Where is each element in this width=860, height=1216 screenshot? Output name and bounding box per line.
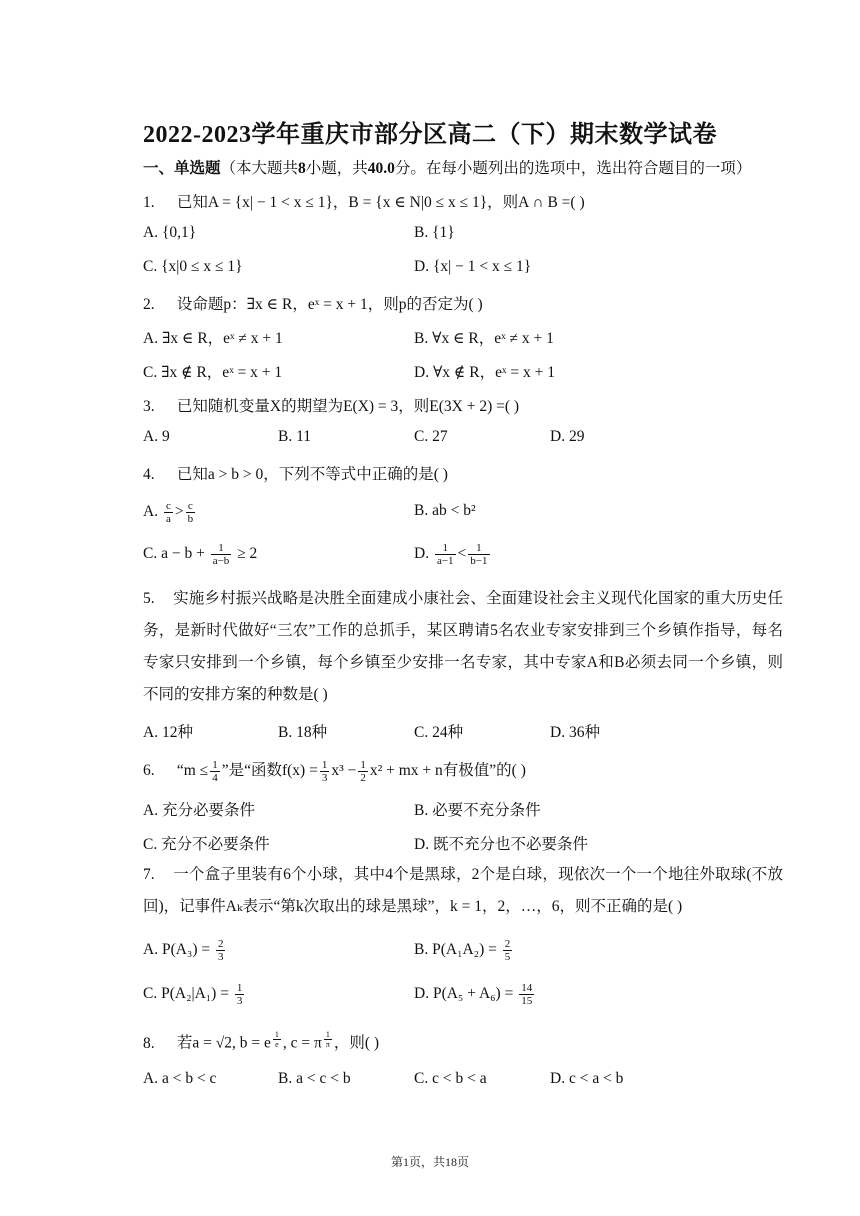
section-header [143, 156, 751, 178]
question-7 [143, 859, 783, 923]
option-label: C. P(A₂|A₁) = [143, 985, 229, 1003]
option-a: A. {0,1} [143, 224, 197, 241]
option-label: A. [143, 503, 159, 521]
option-d: D. 36种 [550, 724, 600, 741]
question-6 [143, 758, 526, 784]
denominator: b [187, 513, 194, 525]
option-label: A. P(A₃) = [143, 941, 211, 959]
fraction [358, 759, 368, 784]
page-footer: 第1页，共18页 [390, 1155, 469, 1169]
denominator: a [165, 513, 171, 525]
fraction [164, 500, 173, 525]
fraction [435, 542, 456, 567]
page-title: 2022-2023学年重庆市部分区高二（下）期末数学试卷 [143, 122, 717, 148]
question-number: 3. [143, 398, 155, 415]
question-stem: 设命题p：∃x ∈ R，eˣ = x + 1，则p的否定为( ) [176, 296, 483, 313]
numerator: 14 [521, 982, 533, 994]
section-score: 40.0 [367, 160, 395, 177]
numerator: 1 [360, 758, 366, 771]
option-a: A. $\frac{c}{a}$ > $\frac{c}{b}$ [143, 500, 194, 525]
question-stem: 一个盒子里装有6个小球，其中4个是黑球，2个是白球，现依次一个一个地往外取球(不放回)，记事件Aₖ表示“第k次取出的球是黑球”，k = 1，2，…，6，则不正确的是( ) [143, 866, 783, 915]
question-8 [143, 1030, 379, 1053]
section-note-suffix: 分。在每小题列出的选项中，选出符合题目的一项） [394, 160, 752, 177]
question-stem-d: x² + mx + n有极值”的( ) [369, 762, 526, 779]
question-stem-c: x³ − [331, 762, 357, 779]
question-stem-a: “m ≤ [176, 762, 209, 779]
denominator: 4 [212, 771, 218, 784]
option-d: D. $\frac{1}{a-1}$ < $\frac{1}{b-1}$ [414, 542, 488, 567]
option-a: A. a < b < c [143, 1070, 217, 1087]
numerator: 1 [212, 758, 218, 771]
denominator: b−1 [470, 555, 488, 567]
question-5 [143, 583, 783, 711]
fraction [324, 1030, 332, 1049]
option-b: B. ab < b² [414, 502, 476, 519]
question-1 [143, 190, 585, 212]
numerator: c [186, 500, 196, 513]
option-d: D. 既不充分也不必要条件 [414, 836, 588, 853]
option-label: D. [414, 545, 430, 563]
denominator: 15 [521, 995, 533, 1007]
option-d: D. {x| − 1 < x ≤ 1} [414, 258, 532, 275]
question-4 [143, 462, 448, 484]
numerator: 1 [468, 542, 489, 555]
option-label: B. P(A₁A₂) = [414, 941, 497, 959]
fraction [235, 982, 245, 1007]
fraction [468, 542, 489, 567]
question-stem-b: ”是“函数f(x) = [221, 762, 318, 779]
option-label: D. P(A₅ + A₆) = [414, 985, 514, 1003]
numerator: 2 [217, 938, 224, 950]
section-label: 一、单选题 [143, 160, 221, 177]
question-number: 6. [143, 762, 155, 779]
numerator: 1 [435, 542, 456, 555]
denominator: 3 [321, 771, 328, 784]
question-number: 2. [143, 296, 155, 313]
fraction [503, 938, 513, 963]
numerator: 1 [274, 1030, 279, 1039]
question-stem-b: , c = π [282, 1034, 322, 1052]
option-c: C. {x|0 ≤ x ≤ 1} [143, 258, 243, 275]
denominator: a−b [212, 555, 230, 567]
question-2 [143, 292, 483, 314]
option-b: B. 必要不充分条件 [414, 802, 541, 819]
denominator: e [275, 1040, 279, 1049]
option-a [143, 938, 227, 963]
option-a: A. 12种 [143, 724, 193, 741]
option-c [143, 982, 246, 1007]
section-note-mid: 小题，共 [305, 160, 368, 177]
numerator: 1 [211, 542, 232, 555]
denominator: 3 [217, 951, 224, 963]
question-stem: 已知a > b > 0，下列不等式中正确的是( ) [176, 466, 448, 483]
denominator: π [325, 1040, 330, 1049]
denominator: a−1 [436, 555, 454, 567]
option-a: A. 9 [143, 428, 170, 445]
option-d: D. ∀x ∉ R，eˣ = x + 1 [414, 364, 555, 381]
denominator: 2 [360, 771, 366, 784]
numerator: 1 [236, 982, 243, 994]
option-b: B. ∀x ∈ R，eˣ ≠ x + 1 [414, 330, 554, 347]
question-stem: 实施乡村振兴战略是决胜全面建成小康社会、全面建设社会主义现代化国家的重大历史任务，是新时代做好“三农”工作的总抓手，某区聘请5名农业专家安排到三个乡镇作指导，每名专家只安排到一个乡镇，每个乡镇至少安排一名专家，其中专家A和B必须去同一个乡镇，则不同的安排方案的种数是( ) [143, 590, 783, 703]
fraction [211, 542, 232, 567]
fraction [216, 938, 226, 963]
question-stem: 已知A = {x| − 1 < x ≤ 1}，B = {x ∈ N|0 ≤ x ≤ 1}，则A ∩ B =( ) [176, 194, 585, 211]
question-number: 8. [143, 1034, 155, 1052]
question-stem-c: ，则( ) [333, 1034, 380, 1052]
question-number: 1. [143, 194, 155, 211]
option-label: C. a − b + [143, 545, 205, 563]
option-b: B. 11 [278, 428, 312, 445]
fraction [320, 759, 330, 784]
question-3 [143, 394, 519, 416]
denominator: 5 [504, 951, 511, 963]
option-b: B. 18种 [278, 724, 328, 741]
question-number: 5. [143, 590, 155, 607]
option-d: D. 29 [550, 428, 585, 445]
option-a: A. ∃x ∈ R，eˣ ≠ x + 1 [143, 330, 283, 347]
option-c: C. ∃x ∉ R，eˣ = x + 1 [143, 364, 283, 381]
option-tail: ≥ 2 [233, 545, 258, 563]
fraction [210, 759, 220, 784]
option-c: C. 27 [414, 428, 448, 445]
option-c: C. c < b < a [414, 1070, 487, 1087]
numerator: c [165, 500, 171, 512]
option-c: C. 24种 [414, 724, 464, 741]
option-c: C. 充分不必要条件 [143, 836, 270, 853]
option-d: D. c < a < b [550, 1070, 624, 1087]
fraction [273, 1030, 281, 1049]
option-b [414, 938, 514, 963]
denominator: 3 [236, 995, 243, 1007]
question-number: 4. [143, 466, 155, 483]
fraction [519, 982, 534, 1007]
question-stem-a: 若a = √2, b = e [176, 1034, 271, 1052]
numerator: 1 [321, 758, 328, 771]
option-a: A. 充分必要条件 [143, 802, 255, 819]
section-count: 8 [298, 160, 306, 177]
option-b: B. {1} [414, 224, 455, 241]
fraction [186, 500, 196, 525]
question-stem: 已知随机变量X的期望为E(X) = 3，则E(3X + 2) =( ) [176, 398, 520, 415]
option-c [143, 542, 257, 567]
option-b: B. a < c < b [278, 1070, 351, 1087]
section-note-prefix: （本大题共 [220, 160, 299, 177]
question-number: 7. [143, 866, 155, 883]
option-d [414, 982, 536, 1007]
numerator: 2 [504, 938, 511, 950]
numerator: 1 [324, 1030, 332, 1040]
